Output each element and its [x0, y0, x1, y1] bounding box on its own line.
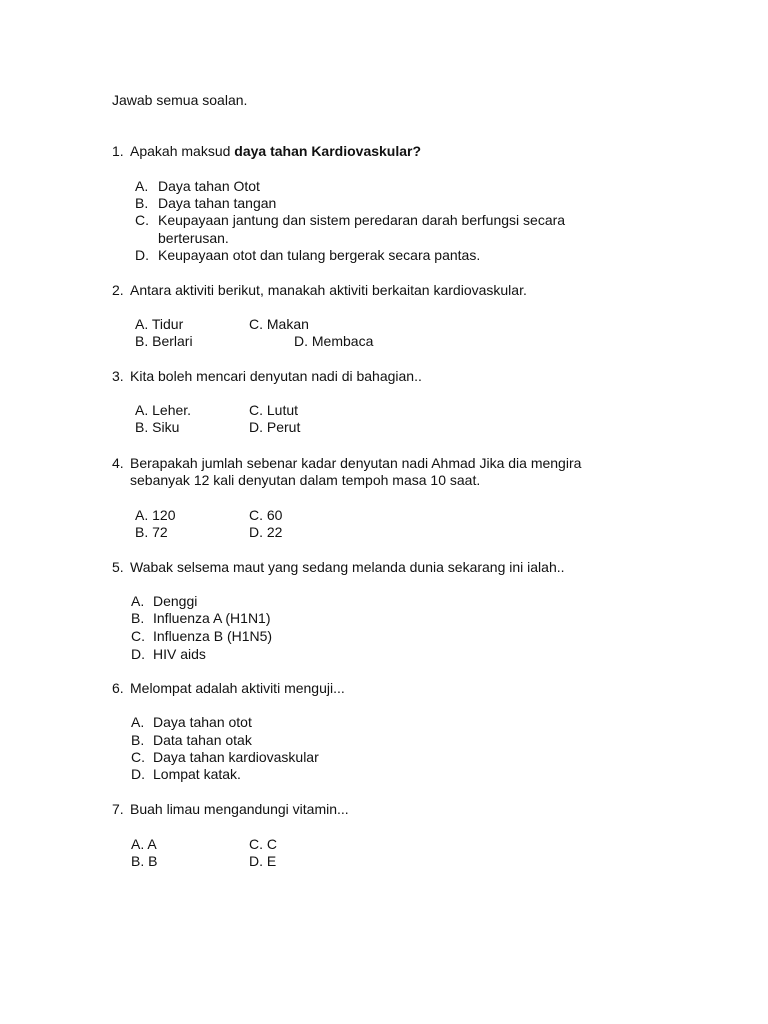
- q3-option-d: D. Perut: [249, 419, 301, 435]
- q2-option-a: A. Tidur: [135, 316, 184, 332]
- q1-text: [130, 143, 421, 160]
- q4-number: 4.: [112, 455, 124, 471]
- q1-number: 1.: [112, 143, 124, 159]
- q5-option-a-text: Denggi: [153, 593, 198, 609]
- q6-option-c-letter: C.: [131, 749, 145, 765]
- q5-option-c-letter: C.: [131, 628, 145, 644]
- q1-text-bold: daya tahan Kardiovaskular?: [234, 143, 422, 159]
- q3-number: 3.: [112, 368, 124, 384]
- q3-option-b: B. Siku: [135, 419, 180, 435]
- q4-text-line2: sebanyak 12 kali denyutan dalam tempoh masa 10 saat.: [130, 472, 481, 488]
- q1-option-b-text: Daya tahan tangan: [158, 195, 277, 211]
- q2-option-c: C. Makan: [249, 316, 309, 332]
- q5-option-b-text: Influenza A (H1N1): [153, 610, 271, 626]
- q3-option-c: C. Lutut: [249, 402, 299, 418]
- q6-option-a-letter: A.: [131, 714, 145, 730]
- q1-option-b-letter: B.: [135, 195, 149, 211]
- q4-option-a: A. 120: [135, 507, 176, 523]
- q6-option-d-text: Lompat katak.: [153, 766, 241, 782]
- q7-option-d: D. E: [249, 853, 277, 869]
- q1-option-c-letter: C.: [135, 212, 149, 228]
- q6-option-a-text: Daya tahan otot: [153, 714, 252, 730]
- q6-option-b-text: Data tahan otak: [153, 732, 252, 748]
- q4-option-b: B. 72: [135, 524, 168, 540]
- q3-text: Kita boleh mencari denyutan nadi di bahagian..: [130, 368, 422, 384]
- q6-text: Melompat adalah aktiviti menguji...: [130, 680, 345, 696]
- q7-number: 7.: [112, 801, 124, 817]
- q1-option-d-letter: D.: [135, 247, 149, 263]
- q2-option-d: D. Membaca: [294, 333, 374, 349]
- q1-option-a-letter: A.: [135, 178, 149, 194]
- q6-number: 6.: [112, 680, 124, 696]
- q2-text: Antara aktiviti berikut, manakah aktiviti berkaitan kardiovaskular.: [130, 282, 527, 298]
- q2-number: 2.: [112, 282, 124, 298]
- q5-text: Wabak selsema maut yang sedang melanda dunia sekarang ini ialah..: [130, 559, 565, 575]
- q6-option-b-letter: B.: [131, 732, 145, 748]
- q6-option-c-text: Daya tahan kardiovaskular: [153, 749, 319, 765]
- q5-option-c-text: Influenza B (H1N5): [153, 628, 273, 644]
- q1-option-c-text-cont: berterusan.: [158, 230, 229, 246]
- q5-option-d-text: HIV aids: [153, 646, 206, 662]
- q7-option-b: B. B: [131, 853, 158, 869]
- q1-option-c-text: Keupayaan jantung dan sistem peredaran darah berfungsi secara: [158, 212, 566, 228]
- q1-option-d-text: Keupayaan otot dan tulang bergerak secara pantas.: [158, 247, 481, 263]
- instruction: Jawab semua soalan.: [112, 92, 248, 108]
- q3-option-a: A. Leher.: [135, 402, 192, 418]
- q5-option-d-letter: D.: [131, 646, 145, 662]
- q2-option-b: B. Berlari: [135, 333, 193, 349]
- q5-number: 5.: [112, 559, 124, 575]
- q7-text: Buah limau mengandungi vitamin...: [130, 801, 349, 817]
- q4-text-line1: Berapakah jumlah sebenar kadar denyutan nadi Ahmad Jika dia mengira: [130, 455, 582, 471]
- q6-option-d-letter: D.: [131, 766, 145, 782]
- q5-option-a-letter: A.: [131, 593, 145, 609]
- q4-option-d: D. 22: [249, 524, 283, 540]
- q4-option-c: C. 60: [249, 507, 283, 523]
- q7-option-c: C. C: [249, 836, 277, 852]
- q1-text-plain: Apakah maksud: [130, 143, 235, 159]
- q5-option-b-letter: B.: [131, 610, 145, 626]
- q7-option-a: A. A: [131, 836, 157, 852]
- q1-option-a-text: Daya tahan Otot: [158, 178, 260, 194]
